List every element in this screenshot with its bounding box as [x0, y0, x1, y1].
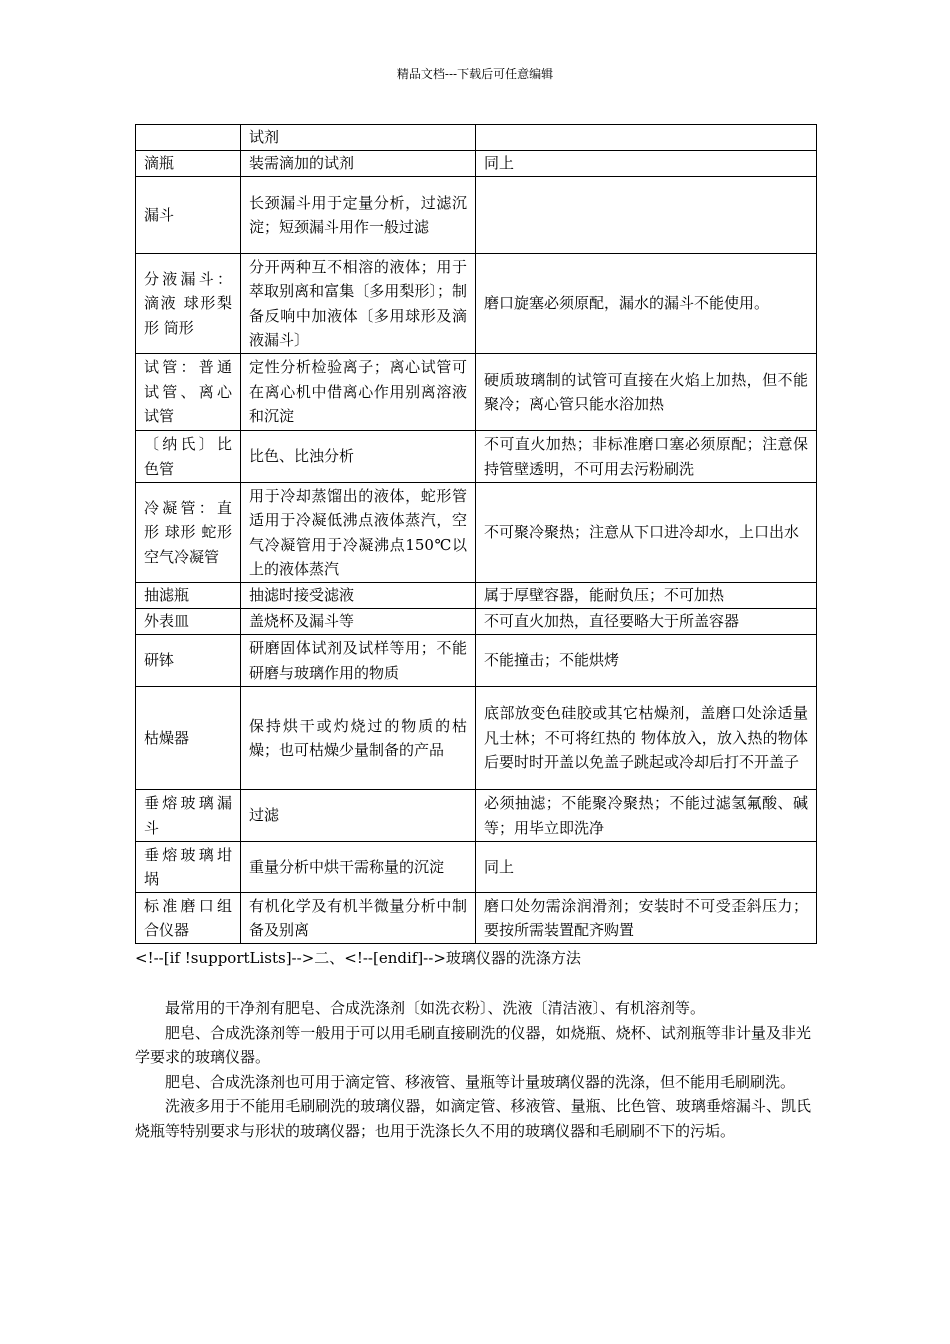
- glassware-table: [135, 124, 817, 944]
- cell-note: 磨口旋塞必须原配，漏水的漏斗不能使用。: [476, 254, 817, 354]
- cell-use: 研磨固体试剂及试样等用；不能研磨与玻璃作用的物质: [241, 635, 476, 687]
- cell-name: [136, 125, 241, 151]
- table-row: [136, 790, 817, 842]
- cell-note: 不可直火加热，直径要略大于所盖容器: [476, 609, 817, 635]
- cell-name: 垂熔玻璃坩埚: [136, 842, 241, 893]
- cell-use: 保持烘干或灼烧过的物质的枯燥；也可枯燥少量制备的产品: [241, 687, 476, 790]
- table-row: [136, 151, 817, 177]
- cell-note: 属于厚壁容器，能耐负压；不可加热: [476, 583, 817, 609]
- table-row: [136, 609, 817, 635]
- table-row: [136, 893, 817, 944]
- cell-name: 试管：普通试管、离心试管: [136, 354, 241, 431]
- table-row: [136, 687, 817, 790]
- cell-name: 滴瓶: [136, 151, 241, 177]
- table-row: [136, 635, 817, 687]
- cell-use: 盖烧杯及漏斗等: [241, 609, 476, 635]
- cell-note: 必须抽滤；不能聚冷聚热；不能过滤氢氟酸、碱等；用毕立即洗净: [476, 790, 817, 842]
- cell-note: 不能撞击；不能烘烤: [476, 635, 817, 687]
- table-row: [136, 354, 817, 431]
- cell-use: 有机化学及有机半微量分析中制备及别离: [241, 893, 476, 944]
- table-row: [136, 177, 817, 254]
- cell-note: [476, 177, 817, 254]
- cell-note: 底部放变色硅胶或其它枯燥剂，盖磨口处涂适量凡士林；不可将红热的 物体放入，放入热的物体后要时时开盖以免盖子跳起或冷却后打不开盖子: [476, 687, 817, 790]
- cell-note: [476, 125, 817, 151]
- cell-note: 不可聚冷聚热；注意从下口进冷却水，上口出水: [476, 483, 817, 583]
- cell-name: 垂熔玻璃漏斗: [136, 790, 241, 842]
- cell-use: 抽滤时接受滤液: [241, 583, 476, 609]
- cell-note: 硬质玻璃制的试管可直接在火焰上加热，但不能聚冷；离心管只能水浴加热: [476, 354, 817, 431]
- table-row: [136, 483, 817, 583]
- table-row: [136, 254, 817, 354]
- paragraph: 最常用的干净剂有肥皂、合成洗涤剂〔如洗衣粉〕、洗液〔清洁液〕、有机溶剂等。: [165, 999, 706, 1017]
- cell-use: 定性分析检验离子；离心试管可在离心机中借离心作用别离溶液和沉淀: [241, 354, 476, 431]
- cell-use: 装需滴加的试剂: [241, 151, 476, 177]
- cell-use: 分开两种互不相溶的液体；用于萃取别离和富集〔多用梨形〕；制备反响中加液体〔多用球形及滴液漏斗〕: [241, 254, 476, 354]
- cell-name: 抽滤瓶: [136, 583, 241, 609]
- page-header: 精品文档---下载后可任意编辑: [396, 67, 554, 81]
- section-heading: <!--[if !supportLists]-->二、<!--[endif]-->玻璃仪器的洗涤方法: [135, 949, 581, 967]
- cell-use: 试剂: [241, 125, 476, 151]
- cell-name: 外表皿: [136, 609, 241, 635]
- cell-use: 重量分析中烘干需称量的沉淀: [241, 842, 476, 893]
- cell-name: 研钵: [136, 635, 241, 687]
- cell-use: 过滤: [241, 790, 476, 842]
- cell-use: 用于冷却蒸馏出的液体，蛇形管适用于冷凝低沸点液体蒸汽，空气冷凝管用于冷凝沸点150℃以上的液体蒸汽: [241, 483, 476, 583]
- paragraph: 洗液多用于不能用毛刷刷洗的玻璃仪器，如滴定管、移液管、量瓶、比色管、玻璃垂熔漏斗、凯氏烧瓶等特别要求与形状的玻璃仪器；也用于洗涤长久不用的玻璃仪器和毛刷刷不下的污垢。: [135, 1097, 811, 1140]
- cell-name: 标准磨口组合仪器: [136, 893, 241, 944]
- paragraph: 肥皂、合成洗涤剂等一般用于可以用毛刷直接刷洗的仪器，如烧瓶、烧杯、试剂瓶等非计量及非光学要求的玻璃仪器。: [135, 1023, 811, 1066]
- cell-note: 不可直火加热；非标准磨口塞必须原配；注意保持管壁透明，不可用去污粉刷洗: [476, 431, 817, 483]
- cell-name: 枯燥器: [136, 687, 241, 790]
- table-row: [136, 125, 817, 151]
- table-row: [136, 431, 817, 483]
- table-row: [136, 583, 817, 609]
- cell-name: 〔纳氏〕比色管: [136, 431, 241, 483]
- body-text: [135, 996, 811, 1143]
- cell-name: 分液漏斗：滴液 球形梨形 筒形: [136, 254, 241, 354]
- cell-name: 冷凝管：直形 球形 蛇形 空气冷凝管: [136, 483, 241, 583]
- cell-note: 磨口处勿需涂润滑剂；安装时不可受歪斜压力；要按所需装置配齐购置: [476, 893, 817, 944]
- cell-use: 比色、比浊分析: [241, 431, 476, 483]
- cell-note: 同上: [476, 151, 817, 177]
- table-row: [136, 842, 817, 893]
- cell-use: 长颈漏斗用于定量分析，过滤沉淀；短颈漏斗用作一般过滤: [241, 177, 476, 254]
- cell-note: 同上: [476, 842, 817, 893]
- paragraph: 肥皂、合成洗涤剂也可用于滴定管、移液管、量瓶等计量玻璃仪器的洗涤，但不能用毛刷刷洗。: [165, 1072, 796, 1091]
- cell-name: 漏斗: [136, 177, 241, 254]
